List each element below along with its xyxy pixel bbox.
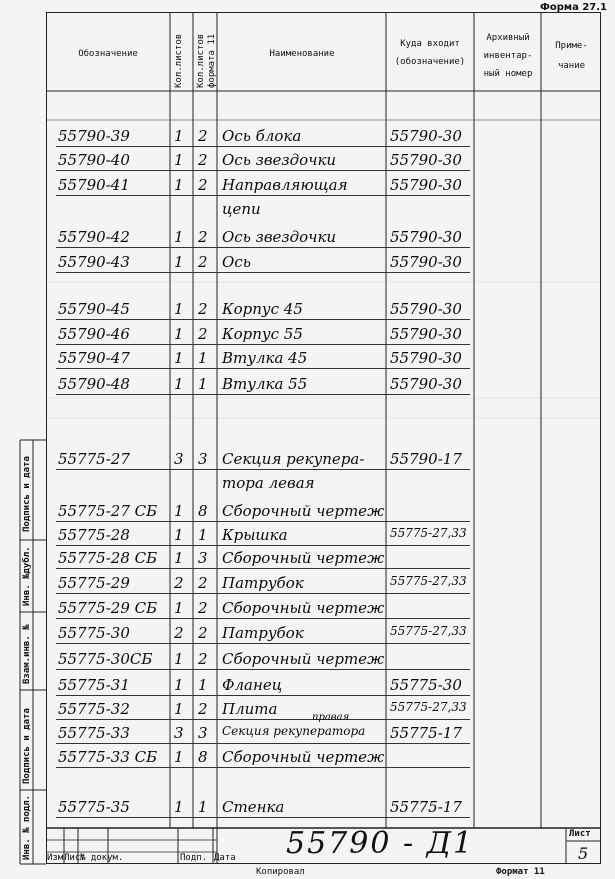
row-name: Втулка 45	[222, 349, 308, 367]
header-where-2: (обозначение)	[394, 57, 466, 67]
row-name: Втулка 55	[222, 375, 308, 393]
row-name: Сборочный чертеж	[222, 599, 385, 617]
side-label-inv-dubl: Инв. №дубл.	[22, 546, 32, 606]
row-sheets: 3	[174, 450, 184, 468]
row-designation: 55775-29 СБ	[58, 599, 158, 617]
tb-podp: Подп.	[180, 853, 208, 863]
row-where-used: 55790-30	[390, 375, 462, 393]
side-label-vzam-inv: Взам.инв. №	[22, 624, 32, 684]
header-where-1: Куда входит	[400, 39, 460, 49]
row-name: Плита	[222, 700, 278, 718]
row-sheets: 1	[174, 228, 184, 246]
form-label: Форма 27.1	[539, 2, 607, 13]
row-sheets: 1	[174, 798, 184, 816]
header-note-2: чание	[557, 61, 586, 71]
row-designation: 55790-47	[58, 349, 130, 367]
row-format: 2	[198, 650, 208, 668]
row-sheets: 1	[174, 676, 184, 694]
header-archive-3: ный номер	[483, 69, 533, 79]
row-where-used: 55790-30	[390, 228, 462, 246]
row-underline	[56, 669, 470, 670]
row-format: 1	[198, 526, 208, 544]
row-format: 3	[198, 724, 208, 742]
row-name: Сборочный чертеж	[222, 748, 385, 766]
row-underline	[56, 643, 470, 644]
row-designation: 55775-27 СБ	[58, 502, 158, 520]
row-format: 2	[198, 228, 208, 246]
row-underline	[56, 743, 470, 744]
row-designation: 55775-32	[58, 700, 130, 718]
row-underline	[56, 545, 470, 546]
row-where-used: 55775-27,33	[390, 624, 467, 638]
row-underline	[56, 618, 470, 619]
row-designation: 55790-43	[58, 253, 130, 271]
row-name-continuation: тора левая	[222, 474, 315, 492]
row-where-used: 55775-27,33	[390, 700, 467, 714]
row-underline	[56, 195, 470, 196]
row-underline	[56, 593, 470, 594]
row-designation: 55775-33	[58, 724, 130, 742]
row-designation: 55775-28	[58, 526, 130, 544]
row-name: Секция рекупера-	[222, 450, 365, 468]
row-sheets: 1	[174, 127, 184, 145]
row-name-superscript: правая	[312, 712, 350, 723]
row-designation: 55775-30СБ	[58, 650, 153, 668]
row-sheets: 1	[174, 526, 184, 544]
row-where-used: 55790-30	[390, 300, 462, 318]
row-format: 2	[198, 127, 208, 145]
header-designation: Обозначение	[78, 49, 138, 59]
header-archive-2: инвентар-	[483, 51, 533, 61]
row-format: 3	[198, 549, 208, 567]
row-sheets: 1	[174, 176, 184, 194]
side-label-signature-date-1: Подпись и дата	[22, 456, 32, 532]
row-format: 8	[198, 748, 208, 766]
row-sheets: 3	[174, 724, 184, 742]
row-name: Направляющая	[222, 176, 348, 194]
row-name: Ось звездочки	[222, 151, 337, 169]
row-sheets: 1	[174, 300, 184, 318]
row-designation: 55775-28 СБ	[58, 549, 158, 567]
row-designation: 55790-41	[58, 176, 130, 194]
row-name: Стенка	[222, 798, 285, 816]
row-format: 2	[198, 624, 208, 642]
row-underline	[56, 247, 470, 248]
row-name: Ось	[222, 253, 251, 271]
row-underline	[56, 170, 470, 171]
row-where-used: 55790-17	[390, 450, 462, 468]
row-sheets: 1	[174, 375, 184, 393]
header-note-1: Приме-	[555, 41, 588, 51]
row-name: Сборочный чертеж	[222, 549, 385, 567]
row-underline	[56, 719, 470, 720]
row-sheets: 1	[174, 599, 184, 617]
row-underline	[56, 817, 470, 818]
row-name: Ось блока	[222, 127, 302, 145]
row-underline	[56, 272, 470, 273]
row-format: 3	[198, 450, 208, 468]
row-where-used: 55790-30	[390, 151, 462, 169]
row-format: 2	[198, 151, 208, 169]
row-designation: 55790-39	[58, 127, 130, 145]
row-designation: 55775-30	[58, 624, 130, 642]
row-name: Корпус 45	[222, 300, 303, 318]
row-where-used: 55790-30	[390, 325, 462, 343]
row-underline	[56, 521, 470, 522]
row-sheets: 1	[174, 549, 184, 567]
row-format: 8	[198, 502, 208, 520]
document-number: 55790 - Д1	[286, 826, 475, 861]
row-name-continuation: цепи	[222, 200, 261, 218]
row-designation: 55775-33 СБ	[58, 748, 158, 766]
row-designation: 55790-45	[58, 300, 130, 318]
tb-izm: Изм	[47, 853, 64, 863]
row-sheets: 1	[174, 325, 184, 343]
footer-kopiroval: Копировал	[256, 867, 305, 877]
row-designation: 55790-46	[58, 325, 130, 343]
row-designation: 55790-42	[58, 228, 130, 246]
row-where-used: 55790-30	[390, 253, 462, 271]
row-underline	[56, 319, 470, 320]
row-sheets: 1	[174, 748, 184, 766]
row-underline	[56, 394, 470, 395]
tb-list: Лист	[64, 853, 86, 863]
row-designation: 55775-27	[58, 450, 130, 468]
header-name: Наименование	[269, 49, 335, 59]
side-label-signature-date-2: Подпись и дата	[22, 708, 32, 784]
row-underline	[56, 695, 470, 696]
row-where-used: 55775-17	[390, 798, 462, 816]
header-archive-1: Архивный	[486, 33, 530, 43]
row-underline	[56, 368, 470, 369]
row-name: Секция рекуператора	[222, 724, 366, 738]
row-name: Крышка	[222, 526, 288, 544]
row-name: Патрубок	[222, 624, 304, 642]
row-format: 1	[198, 375, 208, 393]
row-sheets: 1	[174, 502, 184, 520]
row-designation: 55775-35	[58, 798, 130, 816]
row-format: 2	[198, 325, 208, 343]
header-kol-listov-format: Кол.листов формата 11	[196, 33, 217, 88]
tb-data: Дата	[214, 853, 236, 863]
row-format: 2	[198, 253, 208, 271]
row-sheets: 1	[174, 700, 184, 718]
row-sheets: 2	[174, 574, 184, 592]
row-name: Сборочный чертеж	[222, 650, 385, 668]
row-sheets: 1	[174, 253, 184, 271]
row-format: 2	[198, 700, 208, 718]
tb-sheet-number: 5	[578, 844, 589, 863]
row-designation: 55775-31	[58, 676, 130, 694]
header-kol-listov: Кол.листов	[174, 33, 184, 88]
row-underline	[56, 469, 470, 470]
row-format: 2	[198, 574, 208, 592]
row-format: 2	[198, 300, 208, 318]
row-name: Сборочный чертеж	[222, 502, 385, 520]
tb-sheet-label: Лист	[569, 829, 591, 839]
row-designation: 55775-29	[58, 574, 130, 592]
row-sheets: 1	[174, 151, 184, 169]
footer-format: Формат 11	[496, 867, 545, 877]
row-sheets: 2	[174, 624, 184, 642]
row-where-used: 55775-27,33	[390, 574, 467, 588]
row-name: Корпус 55	[222, 325, 303, 343]
row-where-used: 55790-30	[390, 176, 462, 194]
row-underline	[56, 767, 470, 768]
row-format: 1	[198, 798, 208, 816]
row-where-used: 55790-30	[390, 127, 462, 145]
row-designation: 55790-40	[58, 151, 130, 169]
row-underline	[56, 146, 470, 147]
row-where-used: 55775-17	[390, 724, 462, 742]
row-where-used: 55775-30	[390, 676, 462, 694]
row-underline	[56, 568, 470, 569]
tb-dokum: № докум.	[80, 853, 124, 863]
row-where-used: 55790-30	[390, 349, 462, 367]
row-format: 2	[198, 599, 208, 617]
row-format: 1	[198, 676, 208, 694]
row-name: Фланец	[222, 676, 283, 694]
side-label-inv-podl: Инв. № подл.	[22, 794, 32, 860]
row-format: 1	[198, 349, 208, 367]
row-sheets: 1	[174, 349, 184, 367]
row-name: Ось звездочки	[222, 228, 337, 246]
row-name: Патрубок	[222, 574, 304, 592]
row-format: 2	[198, 176, 208, 194]
row-designation: 55790-48	[58, 375, 130, 393]
row-sheets: 1	[174, 650, 184, 668]
row-where-used: 55775-27,33	[390, 526, 467, 540]
row-underline	[56, 344, 470, 345]
